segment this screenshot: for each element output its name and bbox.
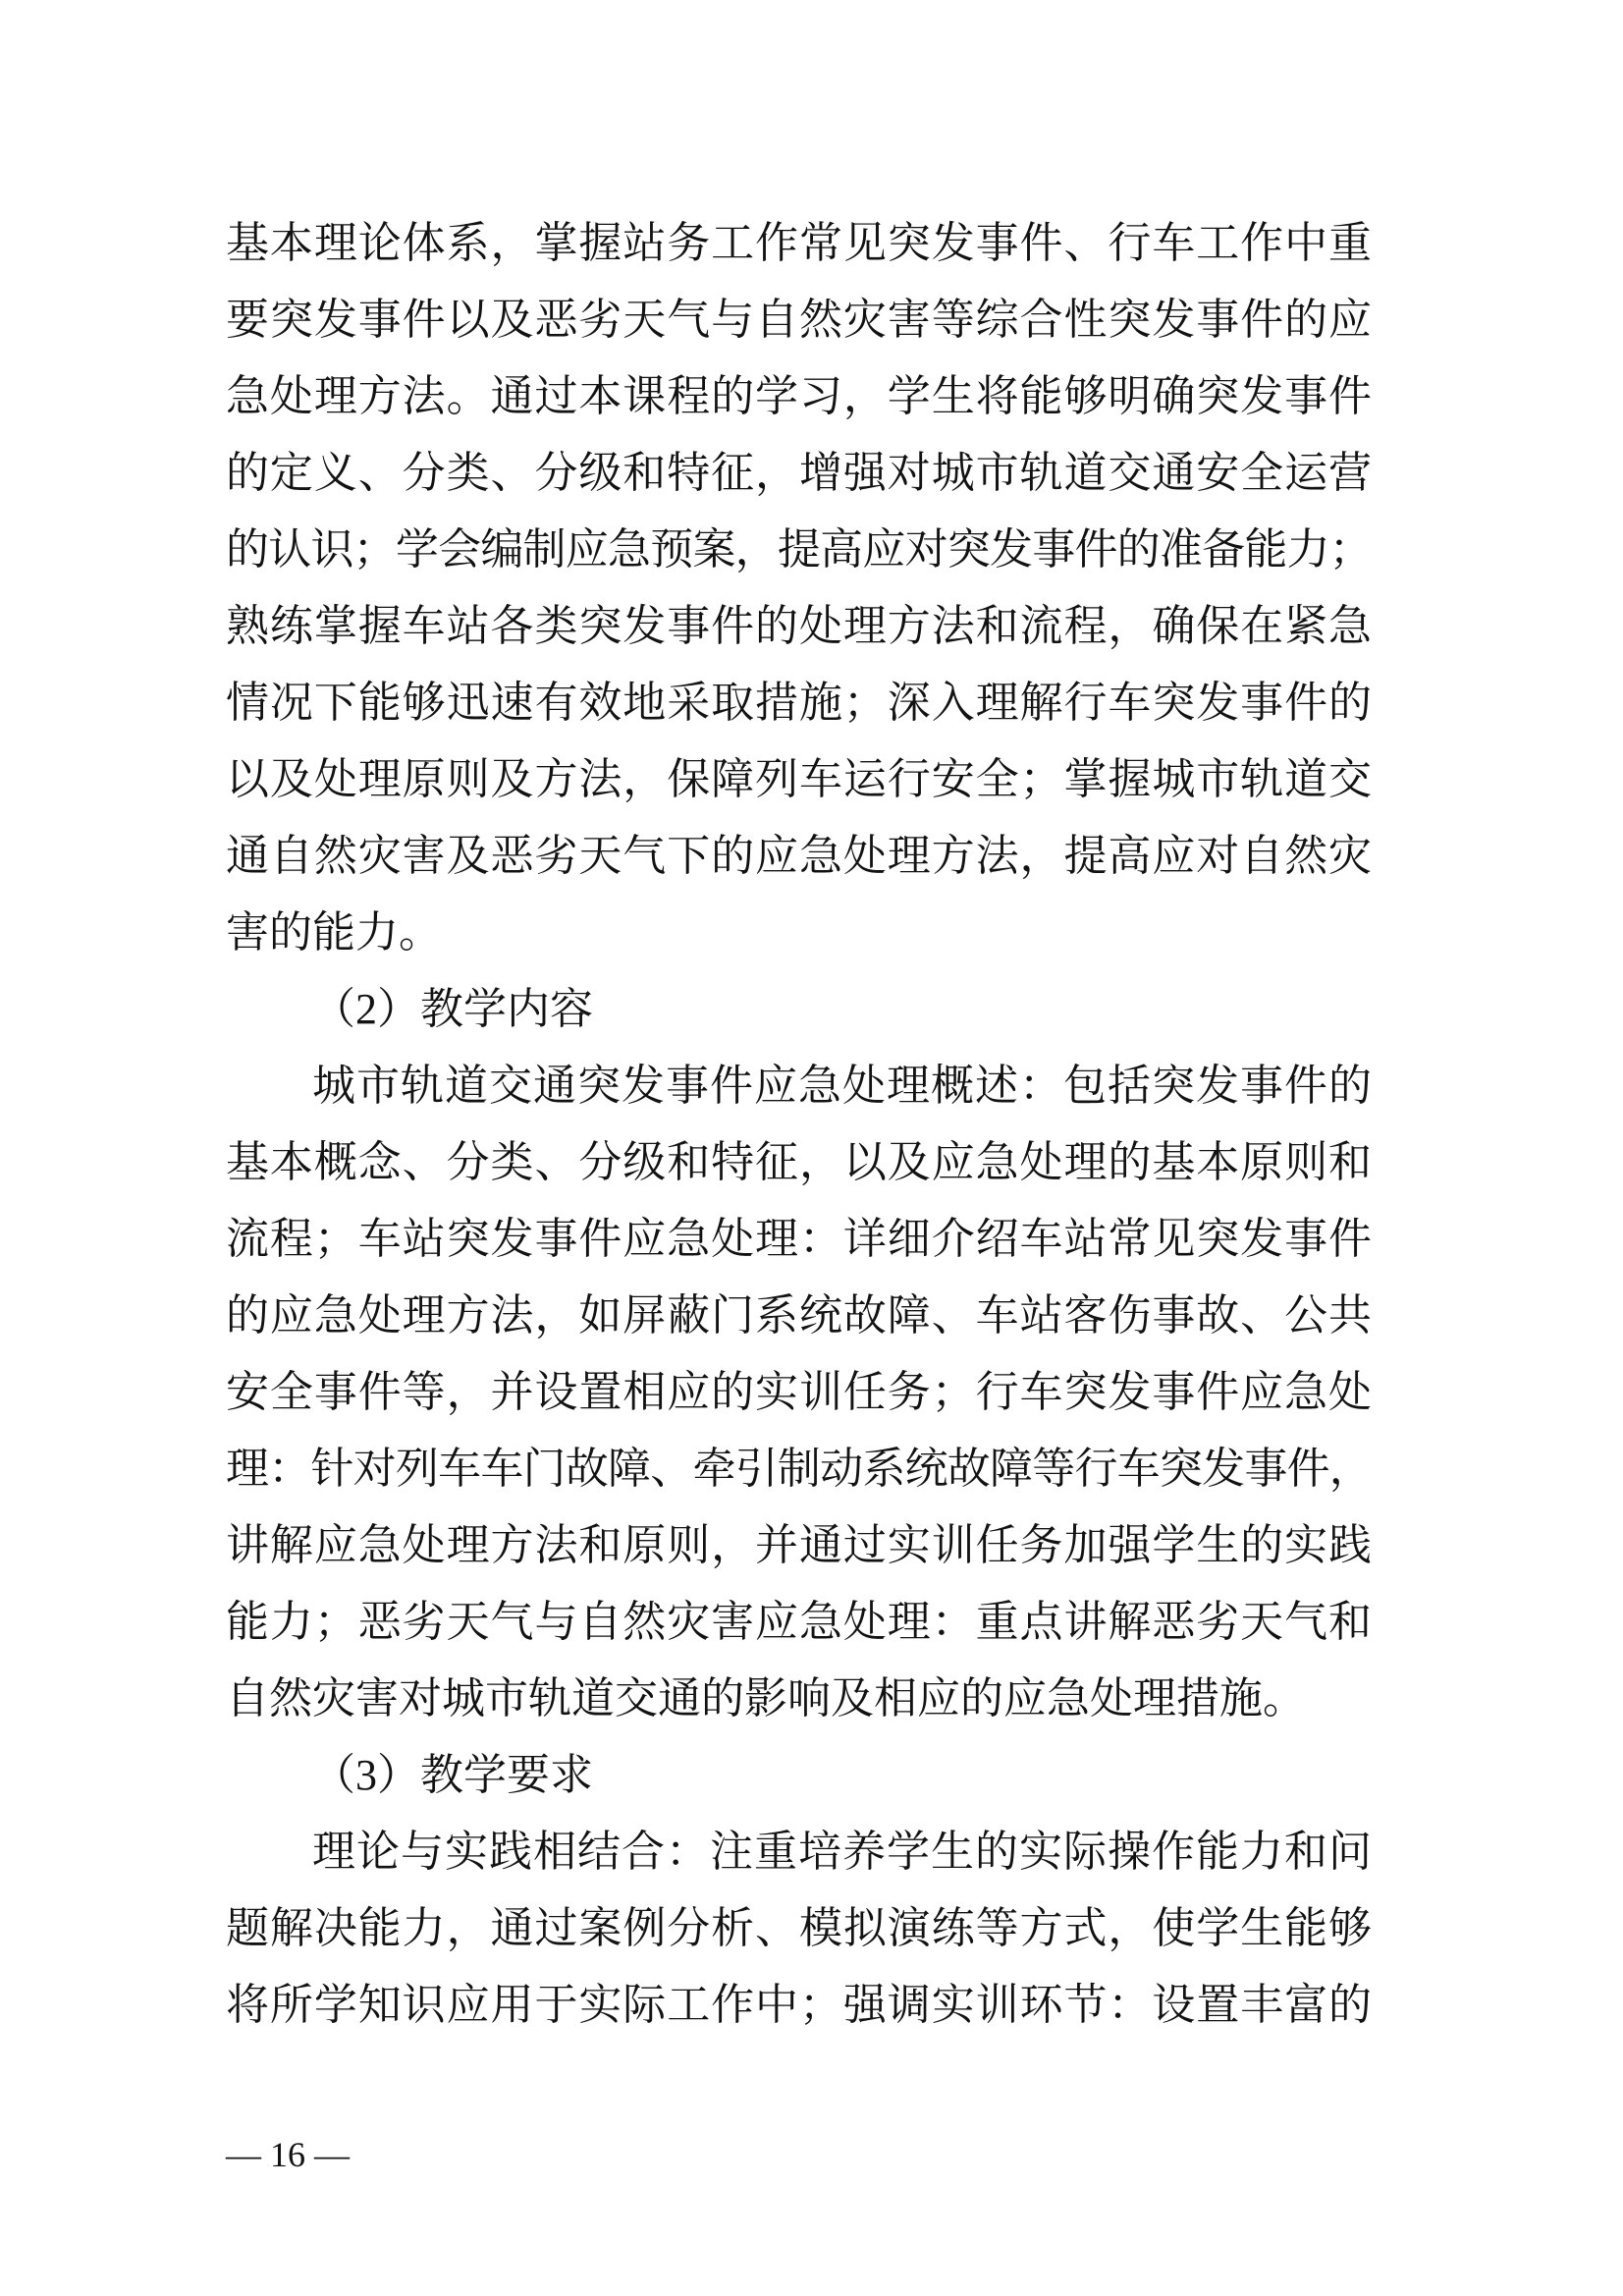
text-line: 讲解应急处理方法和原则，并通过实训任务加强学生的实践 bbox=[226, 1521, 1372, 1569]
text-line: 能力；恶劣天气与自然灾害应急处理：重点讲解恶劣天气和 bbox=[226, 1598, 1372, 1646]
text-line: 自然灾害对城市轨道交通的影响及相应的应急处理措施。 bbox=[226, 1674, 1306, 1722]
text-line: 安全事件等，并设置相应的实训任务；行车突发事件应急处 bbox=[226, 1368, 1372, 1416]
text-line: 的定义、分类、分级和特征，增强对城市轨道交通安全运营 bbox=[226, 449, 1372, 497]
text-line: 城市轨道交通突发事件应急处理概述：包括突发事件的 bbox=[312, 1062, 1372, 1110]
text-line: 理论与实践相结合：注重培养学生的实际操作能力和问 bbox=[312, 1828, 1372, 1876]
page-footer bbox=[226, 2133, 350, 2176]
text-line: 情况下能够迅速有效地采取措施；深入理解行车突发事件的 bbox=[226, 679, 1372, 727]
text-line: 流程；车站突发事件应急处理：详细介绍车站常见突发事件 bbox=[226, 1215, 1372, 1263]
text-line: 基本理论体系，掌握站务工作常见突发事件、行车工作中重 bbox=[226, 219, 1372, 267]
text-line: 理：针对列车车门故障、牵引制动系统故障等行车突发事件， bbox=[226, 1445, 1372, 1493]
text-line: 以及处理原则及方法，保障列车运行安全；掌握城市轨道交 bbox=[226, 755, 1372, 803]
text-line: 题解决能力，通过案例分析、模拟演练等方式，使学生能够 bbox=[226, 1904, 1372, 1952]
text-line: 的应急处理方法，如屏蔽门系统故障、车站客伤事故、公共 bbox=[226, 1291, 1372, 1339]
text-line: 害的能力。 bbox=[226, 908, 442, 957]
text-line: 基本概念、分类、分级和特征，以及应急处理的基本原则和 bbox=[226, 1138, 1372, 1186]
text-line: 通自然灾害及恶劣天气下的应急处理方法，提高应对自然灾 bbox=[226, 832, 1372, 880]
text-line: 急处理方法。通过本课程的学习，学生将能够明确突发事件 bbox=[226, 372, 1372, 420]
heading-teaching-requirements: （3）教学要求 bbox=[312, 1751, 593, 1799]
page-number: — 16 — bbox=[226, 2135, 350, 2174]
text-line: 将所学知识应用于实际工作中；强调实训环节：设置丰富的 bbox=[226, 1981, 1372, 2029]
text-line: 要突发事件以及恶劣天气与自然灾害等综合性突发事件的应 bbox=[226, 296, 1372, 344]
text-line: 的认识；学会编制应急预案，提高应对突发事件的准备能力； bbox=[226, 525, 1372, 574]
text-line: 熟练掌握车站各类突发事件的处理方法和流程，确保在紧急 bbox=[226, 602, 1372, 650]
heading-teaching-content: （2）教学内容 bbox=[312, 985, 593, 1033]
document-body bbox=[226, 205, 1372, 2044]
